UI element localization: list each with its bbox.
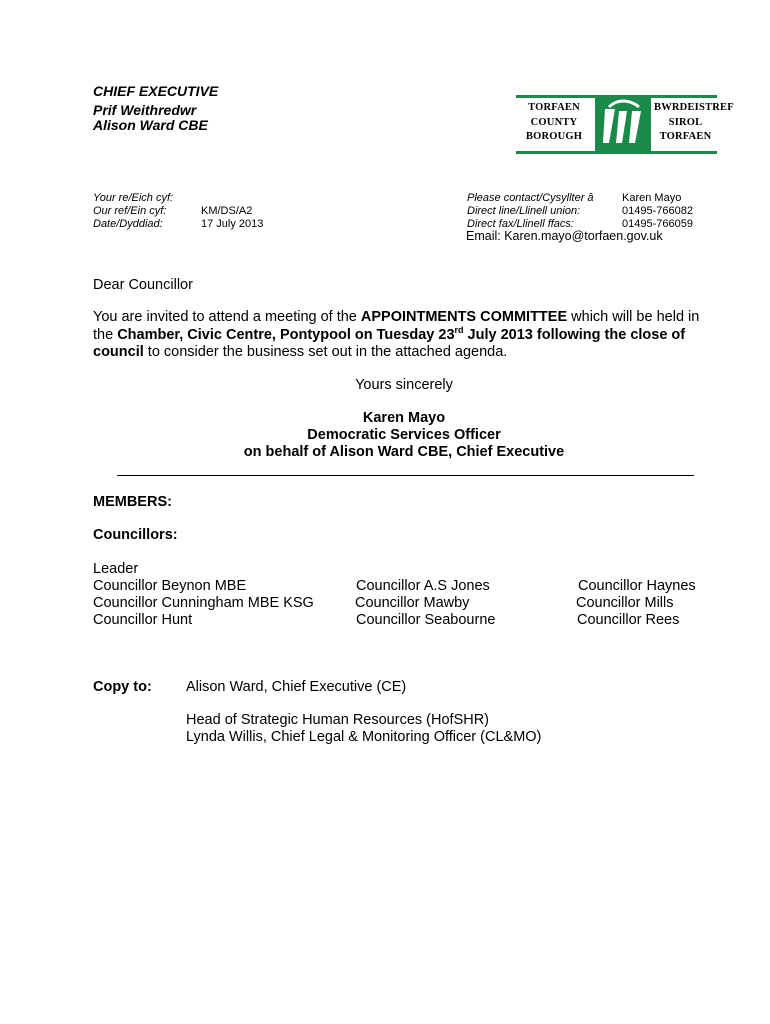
member-name: Councillor Rees — [577, 612, 680, 628]
divider — [117, 475, 694, 476]
header-title: CHIEF EXECUTIVE — [93, 83, 219, 99]
member-name: Councillor Mawby — [355, 595, 470, 611]
committee-name: APPOINTMENTS COMMITTEE — [360, 309, 568, 325]
p1-text-a: You are invited to attend a meeting of the — [93, 309, 361, 325]
our-ref-label: Our ref/Ein cyf: — [93, 205, 167, 217]
direct-line-label: Direct line/Llinell union: — [467, 205, 581, 217]
email-address[interactable]: Email: Karen.mayo@torfaen.gov.uk — [466, 229, 663, 243]
leader-label: Leader — [93, 561, 139, 577]
invitation-paragraph — [93, 309, 713, 362]
member-name: Councillor Haynes — [578, 578, 696, 594]
p1-text-f: to consider the business set out in the attached agenda. — [143, 344, 508, 360]
logo-right-text — [654, 101, 734, 145]
logo-right-line: BWRDEISTREF — [654, 102, 734, 113]
header-title-welsh: Prif Weithredwr — [93, 102, 197, 118]
member-name: Councillor Beynon MBE — [93, 578, 247, 594]
signatory-name: Karen Mayo — [362, 410, 446, 426]
date-label: Date/Dyddiad: — [93, 218, 163, 230]
meeting-location: Chamber, Civic Centre, Pontypool on Tuesday 23 — [117, 326, 455, 343]
councillors-heading: Councillors: — [93, 527, 178, 543]
members-heading: MEMBERS: — [93, 494, 172, 510]
member-name: Councillor Hunt — [93, 612, 193, 628]
closing: Yours sincerely — [355, 377, 453, 393]
member-name: Councillor Mills — [576, 595, 674, 611]
member-name: Councillor Cunningham MBE KSG — [93, 595, 314, 611]
p1-text-c: which will be held in the — [93, 309, 700, 343]
logo-left-text — [516, 101, 592, 145]
direct-line-value: 01495-766082 — [622, 205, 693, 217]
copy-to-label: Copy to: — [93, 679, 152, 695]
header-name: Alison Ward CBE — [93, 117, 208, 133]
date-value: 17 July 2013 — [201, 218, 264, 230]
logo-right-line: TORFAEN — [659, 131, 712, 142]
logo-emblem-icon — [595, 95, 651, 154]
meeting-date: July 2013 following the close of council — [93, 326, 686, 360]
member-name: Councillor Seabourne — [356, 612, 496, 628]
signatory-title: Democratic Services Officer — [307, 427, 501, 443]
logo-left-line: TORFAEN — [528, 102, 580, 113]
direct-fax-label: Direct fax/Llinell ffacs: — [467, 218, 574, 230]
direct-fax-value: 01495-766059 — [622, 218, 693, 230]
salutation: Dear Councillor — [93, 277, 193, 293]
member-name: Councillor A.S Jones — [356, 578, 490, 594]
our-ref-value: KM/DS/A2 — [201, 205, 253, 217]
copy-recipient: Lynda Willis, Chief Legal & Monitoring Officer (CL&MO) — [186, 729, 542, 745]
date-ordinal: rd — [454, 324, 464, 335]
logo-right-line: SIROL — [668, 116, 703, 128]
torfaen-logo — [516, 95, 734, 155]
copy-recipient: Head of Strategic Human Resources (HofSHR) — [186, 712, 490, 728]
logo-left-line: COUNTY — [530, 116, 578, 128]
your-ref-label: Your re/Eich cyf: — [93, 192, 174, 204]
contact-value: Karen Mayo — [622, 192, 682, 204]
copy-recipient: Alison Ward, Chief Executive (CE) — [186, 679, 407, 695]
signatory-behalf: on behalf of Alison Ward CBE, Chief Executive — [243, 444, 565, 460]
logo-left-line: BOROUGH — [525, 131, 583, 142]
contact-label: Please contact/Cysyllter â — [467, 192, 594, 204]
